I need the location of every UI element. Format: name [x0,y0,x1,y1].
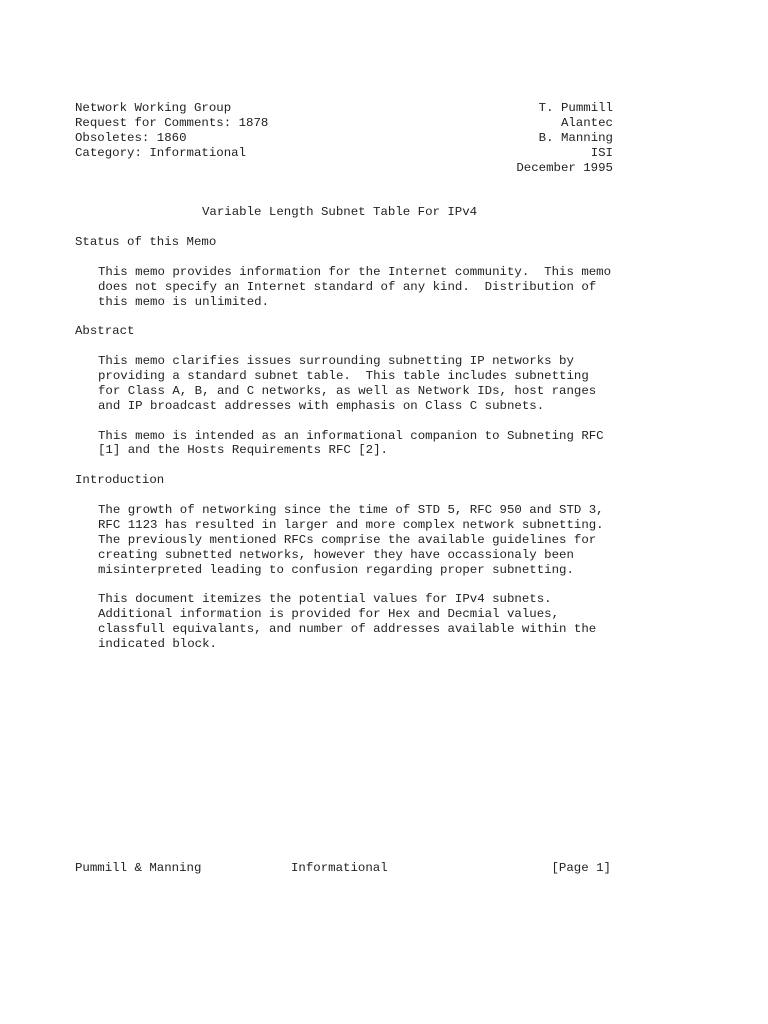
header-row-1 [75,101,613,116]
header-row-5 [75,161,613,176]
status-paragraph: This memo provides information for the Internet community. This memo does not specify an Internet standard of any kind. Distribution of this memo is unlimited. [98,264,612,309]
header-org-2: ISI [590,145,613,160]
introduction-paragraph-1: The growth of networking since the time of STD 5, RFC 950 and STD 3, RFC 1123 has resulted in larger and more complex network subnetting. The previously mentioned RFCs comprise the available guidelines for creating subnetted networks, however they have occassionaly been misinterpreted leading to confusion regarding proper subnetting. [98,503,604,577]
abstract-paragraph-2: This memo is intended as an informational companion to Subneting RFC [1] and the Hosts Requirements RFC [2]. [98,428,604,458]
rfc-header [75,101,613,175]
header-author-1: T. Pummill [538,101,613,115]
introduction-paragraph-2: This document itemizes the potential values for IPv4 subnets. Additional information is provided for Hex and Decmial values, classfull equivalants, and number of addresses available within the indicated block. [98,592,597,652]
section-heading-introduction: Introduction [75,473,165,488]
cutoff-text-marks [75,1018,611,1024]
next-page-cutoff [75,1016,611,1024]
header-row-4 [75,146,613,161]
header-obsoletes: Obsoletes: 1860 [75,130,187,145]
abstract-paragraph-1: This memo clarifies issues surrounding subnetting IP networks by providing a standard subnet table. This table includes subnetting for Class A, B, and C networks, as well as Network IDs, host ranges and IP broadcast addresses with emphasis on Class C subnets. [98,354,597,413]
page-footer [75,861,611,876]
header-author-2: B. Manning [538,130,613,145]
header-row-3 [75,131,613,146]
rfc-page [75,101,613,652]
header-category: Category: Informational [75,145,247,160]
section-heading-abstract: Abstract [75,324,135,339]
footer-authors: Pummill & Manning [75,861,202,875]
header-row-2 [75,116,613,131]
section-heading-status: Status of this Memo [75,235,217,250]
header-org-1: Alantec [560,115,613,130]
footer-page-number: [Page 1] [551,861,611,875]
header-rfc-number: Request for Comments: 1878 [75,115,269,130]
header-working-group: Network Working Group [75,101,232,115]
footer-category: Informational [291,861,388,875]
document-title: Variable Length Subnet Table For IPv4 [202,205,478,220]
header-date: December 1995 [516,160,613,175]
